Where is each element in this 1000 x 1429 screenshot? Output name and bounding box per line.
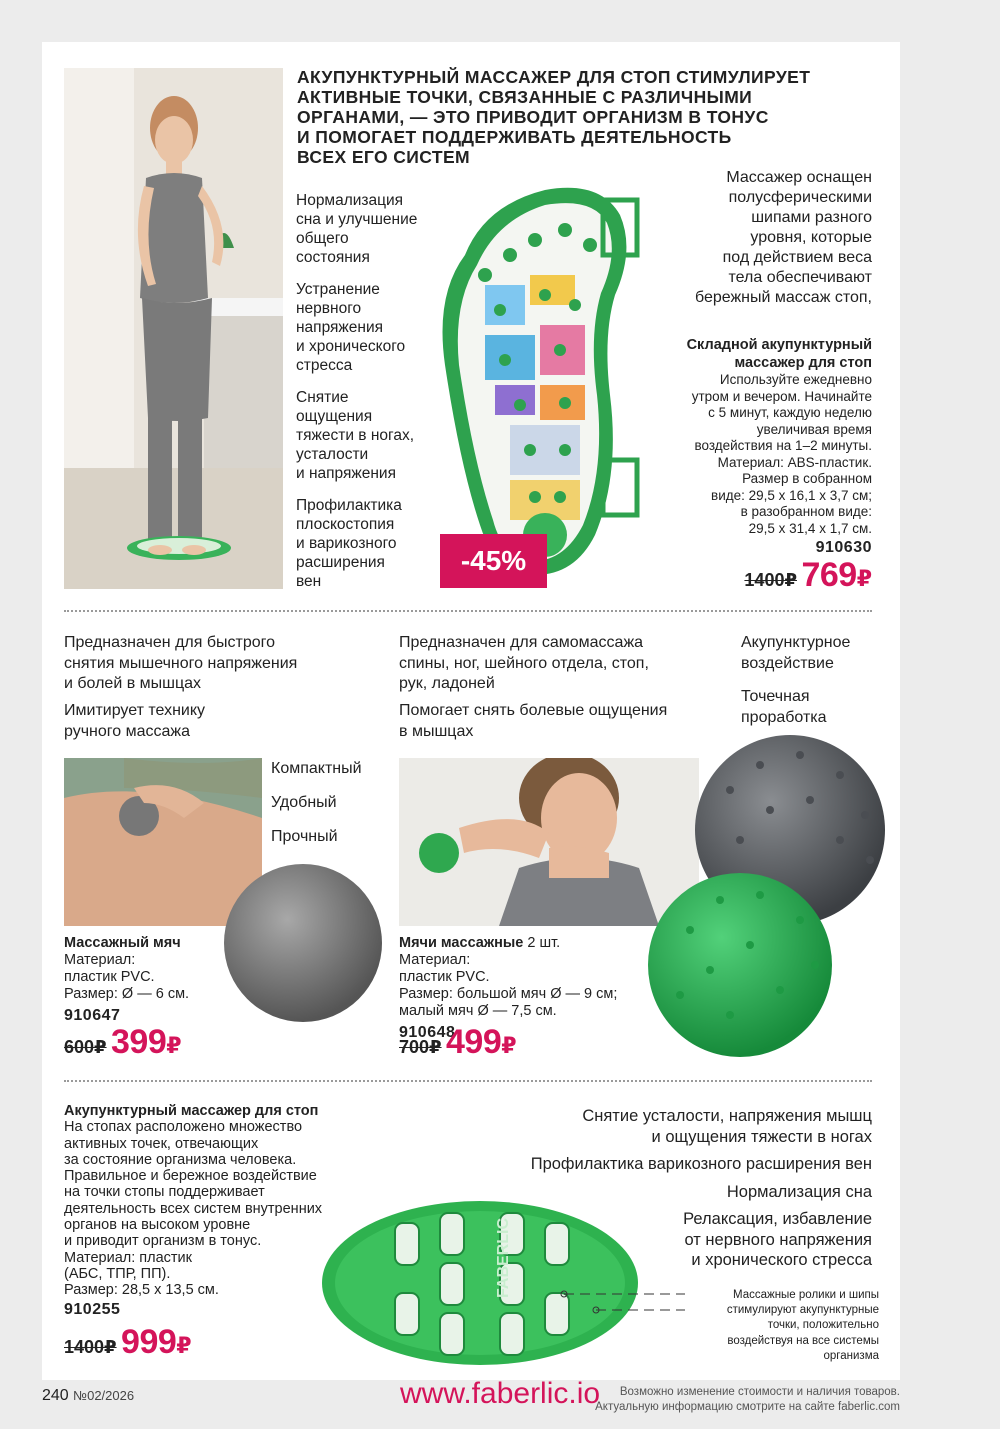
ball-text-1 [64,633,364,695]
text-line: Снятие усталости, напряжения мышц [582,1107,872,1125]
foot-massager-image [425,175,650,585]
text-line: воздействие [741,654,834,672]
desc-line: Материал: [64,952,136,968]
desc-line: Размер: 28,5 x 13,5 см. [64,1282,219,1299]
callout-line: точки, положительно [767,1319,879,1332]
benefit-line: и варикозного [296,535,397,552]
desc-line: пластик PVC. [64,969,155,985]
product-title: Массажный мяч [64,935,181,951]
text-line: Массажер оснащен [726,169,872,186]
desc-line: и приводит организм в тонус. [64,1233,262,1250]
section1-headline [297,67,857,167]
text-line: Предназначен для самомассажа [399,634,644,651]
product-title: Мячи массажные [399,935,524,951]
text-line: Релаксация, избавление [683,1210,872,1228]
desc-line: пластик PVC. [399,969,490,985]
feature-point [741,687,881,728]
headline-line: ОРГАНАМИ, — ЭТО ПРИВОДИТ ОРГАНИЗМ В ТОНУС [297,107,769,127]
callout-line: воздействуя на все системы [727,1334,879,1347]
desc-line: Размер в собранном [742,471,872,486]
benefit-prevention [296,496,436,591]
section1-right-text [640,168,872,308]
title-line: Складной акупунктурный [686,337,872,353]
desc-line: Используйте ежедневно [719,372,872,387]
issue-number: №02/2026 [73,1388,135,1403]
desc-line: Материал: ABS-пластик. [717,454,872,470]
desc-line: утром и вечером. Начинайте [691,388,872,404]
benefit-line: Нормализация [296,192,404,209]
desc-line: Размер: большой мяч Ø — 9 см; [399,986,618,1002]
product-code: 910647 [64,1007,121,1024]
new-price: 499 [446,1023,502,1061]
disclaimer-line: Актуальную информацию смотрите на сайте faberlic.com [595,1400,900,1413]
text-line: проработка [741,708,827,726]
roller-callout [680,1288,879,1364]
desc-line: Размер: Ø — 6 см. [64,986,190,1002]
balls-price [399,1023,517,1062]
benefit-sleep: Нормализация сна [726,1182,872,1201]
currency-sign: ₽ [176,1333,192,1358]
currency-sign: ₽ [856,566,872,591]
benefit-line: напряжения [296,319,384,336]
benefit-line: и напряжения [296,465,396,482]
text-line: и хронического стресса [691,1251,872,1269]
desc-line: (АБС, ТПР, ПП). [64,1265,171,1282]
ball-info [64,935,234,1024]
product-title: Акупунктурный массажер для стоп [64,1103,319,1119]
desc-line: за состояние организма человека. [64,1151,297,1168]
text-line: и ощущения тяжести в ногах [651,1127,872,1146]
benefit-line: общего [296,230,349,247]
text-line: Точечная [741,688,810,705]
benefit-line: ощущения [296,408,373,425]
ball-features [271,759,391,861]
spiky-balls-image [640,730,895,1065]
massager-benefits [450,1106,872,1271]
benefit-line: сна и улучшение [296,211,418,228]
currency-sign: ₽ [166,1033,182,1058]
headline-line: И ПОМОГАЕТ ПОДДЕРЖИВАТЬ ДЕЯТЕЛЬНОСТЬ [297,127,732,147]
desc-line: с 5 минут, каждую неделю [708,405,872,420]
text-line: Помогает снять болевые ощущения [399,702,668,719]
old-price: 600₽ [64,1037,107,1057]
text-line: уровня, которые [750,229,872,246]
section1-price [640,556,872,595]
benefit-varicose: Профилактика варикозного расширения вен [530,1155,872,1173]
text-line: ручного массажа [64,722,191,740]
desc-line: увеличивая время [756,421,872,437]
benefit-relax [450,1209,872,1271]
benefit-fatigue [296,388,436,483]
massager-price [64,1323,192,1362]
callout-line: стимулируют акупунктурные [726,1304,879,1317]
desc-line: органов на высоком уровне [64,1217,251,1234]
feature-compact: Компактный [271,760,362,777]
benefit-line: и хронического [296,338,406,355]
callout-line: Массажные ролики и шипы [733,1289,879,1301]
benefit-line: усталости [296,446,369,463]
headline-line: АКТИВНЫЕ ТОЧКИ, СВЯЗАННЫЕ С РАЗЛИЧНЫМИ [297,87,753,107]
desc-line: воздействия на 1–2 минуты. [694,438,872,453]
section1-benefits [296,191,436,591]
grey-ball-image [222,862,384,1024]
text-line: Предназначен для быстрого [64,634,276,651]
ball-price [64,1023,182,1062]
benefit-line: плоскостопия [296,516,395,533]
benefit-stress [296,280,436,375]
woman-photo [64,68,283,589]
text-line: в мышцах [399,722,474,740]
product-title-row [399,935,644,952]
page-number: 240 [42,1387,69,1404]
benefit-line: вен [296,573,322,590]
desc-line: 29,5 x 31,4 x 1,7 см. [748,520,872,536]
text-line: и болей в мышцах [64,675,202,692]
benefit-line: стресса [296,357,353,374]
text-line: тела обеспечивают [728,269,872,286]
discount-badge: -45% [440,534,547,588]
headline-line: АКУПУНКТУРНЫЙ МАССАЖЕР ДЛЯ СТОП СТИМУЛИРУЕТ [297,67,811,87]
brand-logo-text: FABERLIC [495,1218,512,1298]
site-url-link[interactable]: www.faberlic.io [400,1377,601,1410]
desc-line: активных точек, отвечающих [64,1135,259,1152]
benefit-fatigue [450,1106,872,1147]
callout-line: организма [823,1349,879,1362]
divider [64,1080,872,1082]
text-line: от нервного напряжения [684,1230,872,1249]
new-price: 999 [121,1323,177,1361]
desc-line: Правильное и бережное воздействие [64,1168,317,1185]
benefit-line: нервного [296,300,362,317]
text-line: полусферическими [728,189,872,206]
text-line: бережный массаж стоп, [694,289,872,306]
feature-durable: Прочный [271,828,338,845]
balls-text-1 [399,633,719,695]
text-line: Имитирует технику [64,702,206,719]
footer-disclaimer [520,1385,900,1414]
benefit-line: Устранение [296,281,380,298]
product-code: 910648 [399,1024,456,1041]
text-line: Акупунктурное [741,634,851,651]
callout-leader-lines [560,1286,690,1316]
desc-line: деятельность всех систем внутренних [64,1200,323,1217]
new-price: 769 [801,556,857,594]
benefit-line: расширения [296,554,385,571]
text-line: рук, ладоней [399,675,495,692]
product-quantity: 2 шт. [523,935,561,951]
new-price: 399 [111,1023,167,1061]
old-price: 700₽ [399,1037,442,1057]
desc-line: на точки стопы поддерживает [64,1184,265,1201]
benefit-line: Снятие [296,389,349,406]
benefit-line: Профилактика [296,497,402,514]
title-line: массажер для стоп [734,355,872,371]
desc-line: Материал: [399,952,471,968]
text-line: под действием веса [722,249,872,266]
desc-line: Материал: пластик [64,1249,192,1266]
desc-line: виде: 29,5 x 16,1 x 3,7 см; [711,487,872,503]
benefit-sleep [296,191,436,267]
feature-handy: Удобный [271,794,337,811]
currency-sign: ₽ [501,1033,517,1058]
divider [64,610,872,612]
benefit-line: тяжести в ногах, [296,427,415,444]
old-price: 1400₽ [64,1337,117,1357]
section1-product-info [620,336,872,557]
old-price: 1400₽ [744,570,797,590]
text-line: шипами разного [751,209,872,226]
text-line: снятия мышечного напряжения [64,654,298,672]
text-line: спины, ног, шейного отдела, стоп, [399,654,649,672]
desc-line: малый мяч Ø — 7,5 см. [399,1003,557,1019]
ball-text-2 [64,701,364,742]
page-footer [42,1387,134,1405]
desc-line: На стопах расположено множество [64,1119,303,1136]
disclaimer-line: Возможно изменение стоимости и наличия товаров. [619,1386,900,1398]
desc-line: в разобранном виде: [740,504,872,519]
feature-acupuncture [741,633,881,674]
benefit-line: состояния [296,249,370,266]
product-title [620,336,872,372]
headline-line: ВСЕХ ЕГО СИСТЕМ [297,147,471,167]
balls-features [741,633,881,728]
product-code: 910255 [64,1300,121,1318]
product-code: 910630 [815,539,872,556]
